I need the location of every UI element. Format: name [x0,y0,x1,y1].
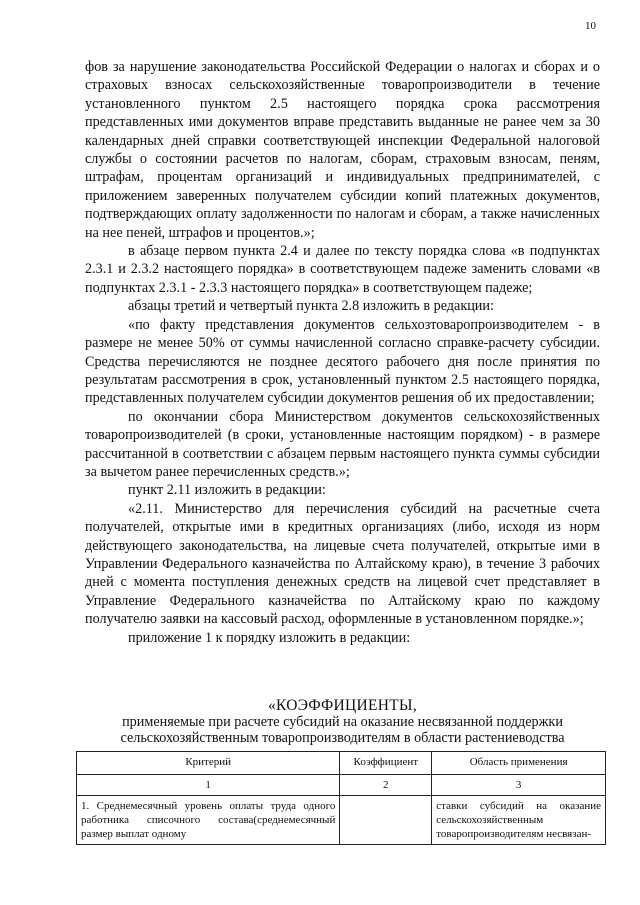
paragraph: абзацы третий и четвертый пункта 2.8 изложить в редакции: [128,298,494,315]
page-number: 10 [585,20,596,32]
table-title [85,698,600,746]
coefficients-table [76,751,606,845]
cell-scope: ставки субсидий на оказание сельскохозяйственным товаропроизводителям несвязан- [432,796,606,845]
column-number: 1 [77,775,340,796]
paragraph: по окончании сбора Министерством документов сельскохозяйственных товаропроизводителей (в сроки, установленные настоящим порядком) - в размере рассчитанной в соответствии с абзацем первым настоящего пункта суммы субсидии за вычетом ранее перечисленных средств.»; [85,408,600,480]
column-header-criterion: Критерий [77,752,340,775]
paragraph: приложение 1 к порядку изложить в редакции: [128,629,411,646]
cell-coefficient [340,796,432,845]
column-number: 2 [340,775,432,796]
paragraph: фов за нарушение законодательства Российской Федерации о налогах и сборах и о страховых взносах сельскохозяйственные товаропроизводители в течение установленного пунктом 2.5 настоящего порядка срока рассмотрения представленных ими документов вправе представить выданные не ранее чем за 30 календарных дней справки соответствующей инспекции Федеральной налоговой службы о состоянии расчетов по налогам, сборам, страховым взносам, пеням, штрафам, процентам организаций и индивидуальных предпринимателей, с приложением заверенных получателем субсидии копий платежных документов, подтверждающих оплату задолженности по налогам и сборам, а также начисленных на нее пеней, штрафов и процентов.»; [85,59,600,241]
table-header-row [77,752,606,775]
column-header-coefficient: Коэффициент [340,752,432,775]
paragraph: «по факту представления документов сельхозтоваропроизводителем - в размере не менее 50% от суммы начисленной согласно справке-расчету субсидии. Средства перечисляются не позднее десятого рабочего дня после принятия по результатам рассмотрения в срок, установленный пунктом 2.5 настоящего порядка, представленных получателем субсидии документов решения об их предоставлении; [85,316,600,407]
paragraph: «2.11. Министерство для перечисления субсидий на расчетные счета получателей, открытые ими в кредитных организациях (либо, исходя из норм действующего законодательства, на лицевые счета получателей, открытые ими в Управлении Федерального казначейства по Алтайскому краю), в течение 3 рабочих дней с момента поступления денежных средств на лицевой счет представляет в Управление Федерального казначейства по Алтайскому краю по каждому получателю заявки на кассовый расход, оформленные в установленном порядке.»; [85,500,600,628]
paragraph: пункт 2.11 изложить в редакции: [128,482,326,499]
table-row [77,796,606,845]
column-header-scope: Область применения [432,752,606,775]
table-number-row [77,775,606,796]
document-body [85,58,600,647]
table-heading: «КОЭФФИЦИЕНТЫ, [268,697,417,714]
table-subtitle: применяемые при расчете субсидий на оказание несвязанной поддержки сельскохозяйственным товаропроизводителям в области растениеводства [120,714,565,746]
cell-criterion: 1. Среднемесячный уровень оплаты труда одного работника списочного состава(среднемесячный размер выплат одному [77,796,340,845]
paragraph: в абзаце первом пункта 2.4 и далее по тексту порядка слова «в подпунктах 2.3.1 и 2.3.2 настоящего порядка» в соответствующем падеже заменить словами «в подпунктах 2.3.1 - 2.3.3 настоящего порядка» в соответствующем падеже; [85,243,600,296]
column-number: 3 [432,775,606,796]
